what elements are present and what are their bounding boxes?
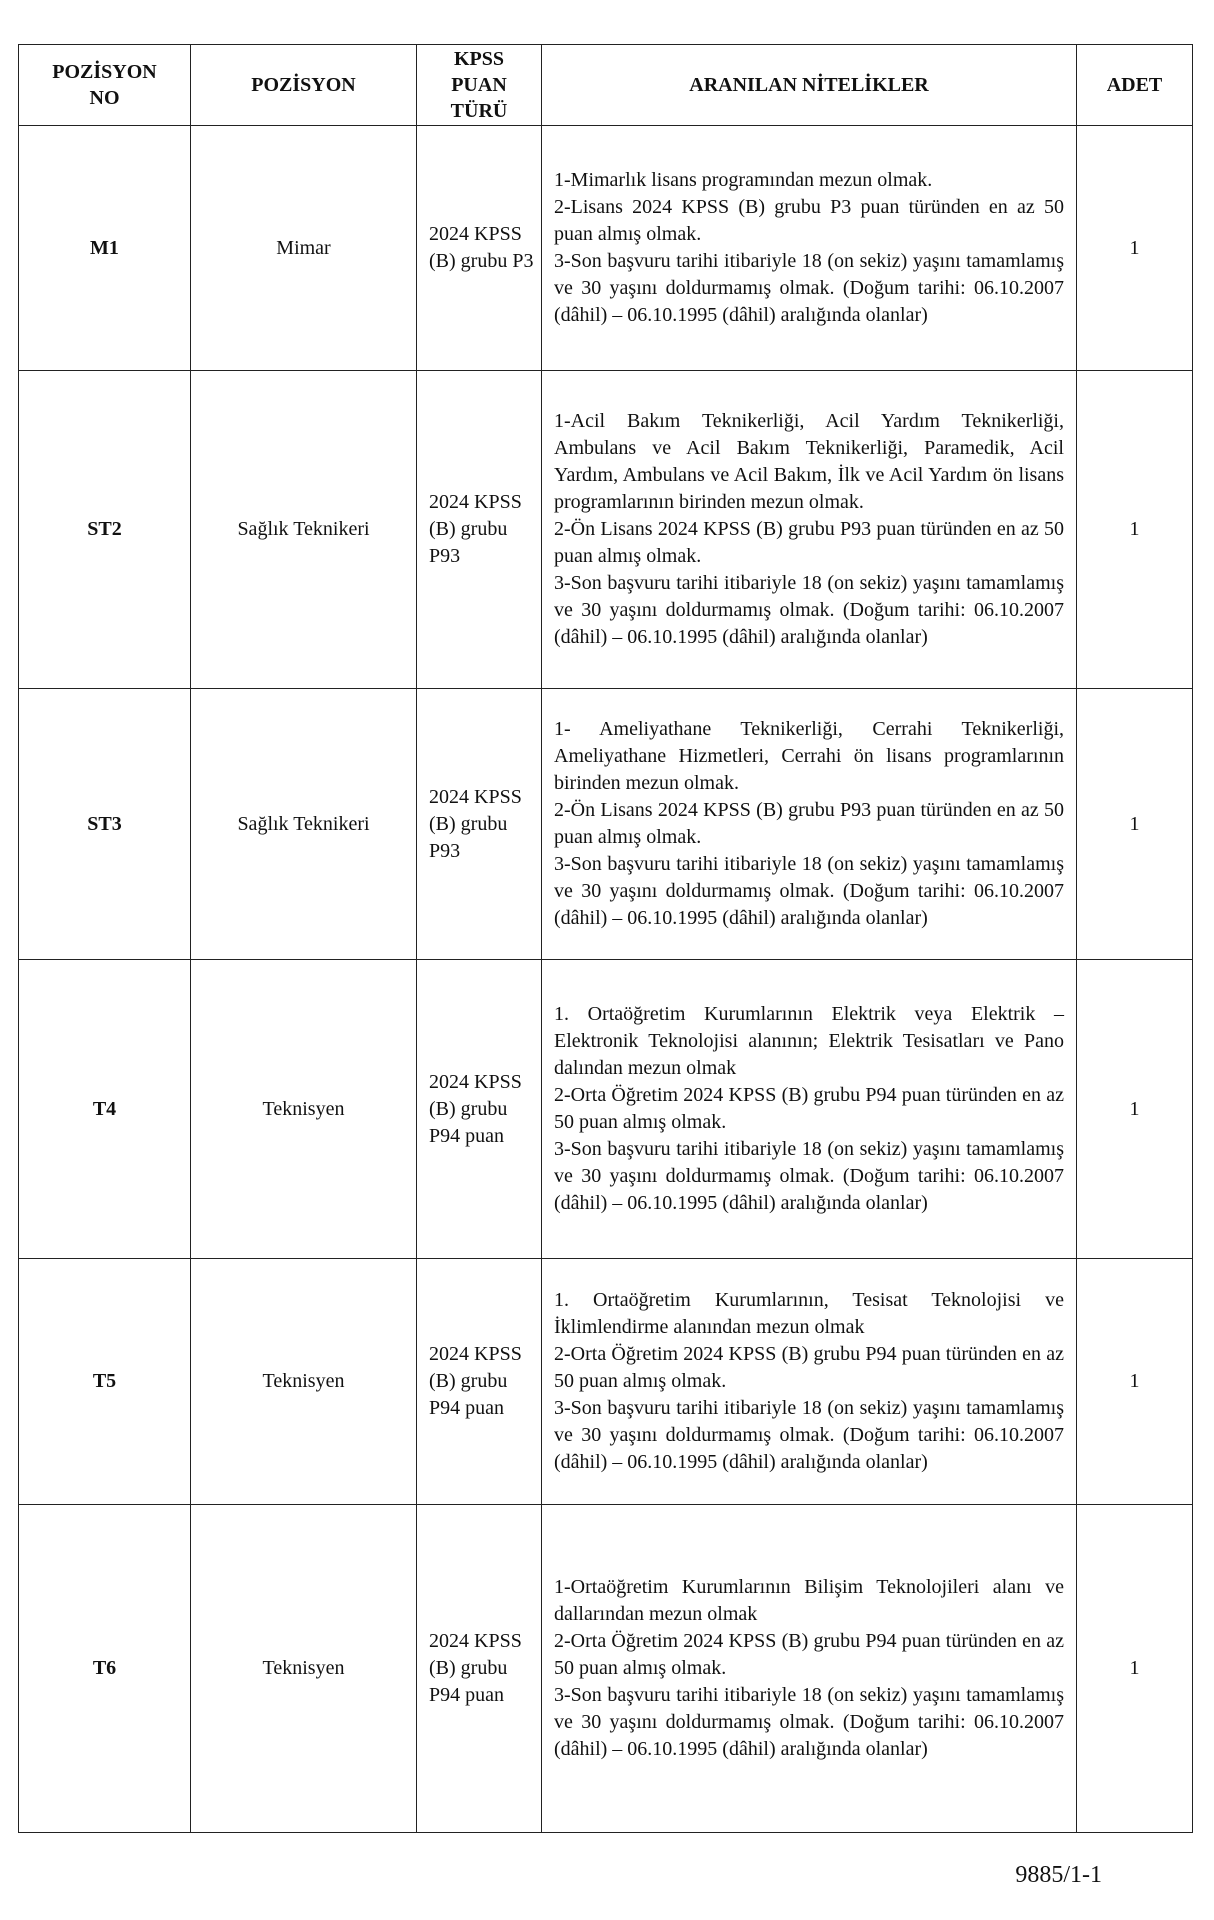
requirement-item: 2-Orta Öğretim 2024 KPSS (B) grubu P94 puan türünden en az 50 puan almış olmak. [554, 1630, 1064, 1679]
header-position: POZİSYON [191, 45, 417, 126]
requirement-item: 1-Ortaöğretim Kurumlarının Bilişim Teknolojileri alanı ve dallarından mezun olmak [554, 1576, 1064, 1625]
header-count: ADET [1077, 45, 1193, 126]
table-row [19, 689, 1193, 960]
position-count: 1 [1077, 371, 1193, 689]
requirements [542, 1259, 1077, 1505]
position-no: M1 [19, 126, 191, 371]
requirement-item: 2-Orta Öğretim 2024 KPSS (B) grubu P94 puan türünden en az 50 puan almış olmak. [554, 1343, 1064, 1392]
position-count: 1 [1077, 960, 1193, 1259]
requirements [542, 371, 1077, 689]
position-name: Teknisyen [191, 1505, 417, 1833]
requirement-item: 1-Mimarlık lisans programından mezun olmak. [554, 169, 933, 191]
header-kpss: KPSS PUAN TÜRÜ [417, 45, 542, 126]
requirement-item: 3-Son başvuru tarihi itibariyle 18 (on sekiz) yaşını tamamlamış ve 30 yaşını doldurmamış olmak. (Doğum tarihi: 06.10.2007 (dâhil) – 06.10.1995 (dâhil) aralığında olanlar) [554, 572, 1064, 648]
position-count: 1 [1077, 689, 1193, 960]
position-no: ST2 [19, 371, 191, 689]
kpss-score-type: 2024 KPSS (B) grubu P93 [417, 371, 542, 689]
table-row [19, 1505, 1193, 1833]
table-row [19, 1259, 1193, 1505]
position-name: Sağlık Teknikeri [191, 689, 417, 960]
kpss-score-type: 2024 KPSS (B) grubu P94 puan [417, 960, 542, 1259]
header-requirements: ARANILAN NİTELİKLER [542, 45, 1077, 126]
requirement-item: 3-Son başvuru tarihi itibariyle 18 (on sekiz) yaşını tamamlamış ve 30 yaşını doldurmamış olmak. (Doğum tarihi: 06.10.2007 (dâhil) – 06.10.1995 (dâhil) aralığında olanlar) [554, 250, 1064, 326]
requirement-item: 2-Ön Lisans 2024 KPSS (B) grubu P93 puan türünden en az 50 puan almış olmak. [554, 799, 1064, 848]
position-no: T4 [19, 960, 191, 1259]
position-count: 1 [1077, 126, 1193, 371]
requirement-item: 3-Son başvuru tarihi itibariyle 18 (on sekiz) yaşını tamamlamış ve 30 yaşını doldurmamış olmak. (Doğum tarihi: 06.10.2007 (dâhil) – 06.10.1995 (dâhil) aralığında olanlar) [554, 1397, 1064, 1473]
requirements [542, 960, 1077, 1259]
kpss-score-type: 2024 KPSS (B) grubu P93 [417, 689, 542, 960]
requirement-item: 1. Ortaöğretim Kurumlarının, Tesisat Teknolojisi ve İklimlendirme alanından mezun olmak [554, 1289, 1064, 1338]
requirement-item: 3-Son başvuru tarihi itibariyle 18 (on sekiz) yaşını tamamlamış ve 30 yaşını doldurmamış olmak. (Doğum tarihi: 06.10.2007 (dâhil) – 06.10.1995 (dâhil) aralığında olanlar) [554, 1684, 1064, 1760]
positions-table [18, 44, 1193, 1833]
position-no: T5 [19, 1259, 191, 1505]
position-no: ST3 [19, 689, 191, 960]
requirements [542, 1505, 1077, 1833]
kpss-score-type: 2024 KPSS (B) grubu P3 [417, 126, 542, 371]
position-name: Teknisyen [191, 960, 417, 1259]
table-row [19, 371, 1193, 689]
table-row [19, 960, 1193, 1259]
requirement-item: 1. Ortaöğretim Kurumlarının Elektrik veya Elektrik – Elektronik Teknolojisi alanının; Elektrik Tesisatları ve Pano dalından mezun olmak [554, 1003, 1064, 1079]
position-count: 1 [1077, 1259, 1193, 1505]
requirement-item: 3-Son başvuru tarihi itibariyle 18 (on sekiz) yaşını tamamlamış ve 30 yaşını doldurmamış olmak. (Doğum tarihi: 06.10.2007 (dâhil) – 06.10.1995 (dâhil) aralığında olanlar) [554, 853, 1064, 929]
position-name: Sağlık Teknikeri [191, 371, 417, 689]
kpss-score-type: 2024 KPSS (B) grubu P94 puan [417, 1505, 542, 1833]
document-number: 9885/1-1 [1015, 1862, 1102, 1888]
header-position-no: POZİSYON NO [19, 45, 191, 126]
position-no: T6 [19, 1505, 191, 1833]
position-name: Mimar [191, 126, 417, 371]
requirement-item: 2-Lisans 2024 KPSS (B) grubu P3 puan türünden en az 50 puan almış olmak. [554, 196, 1064, 245]
position-name: Teknisyen [191, 1259, 417, 1505]
requirement-item: 1- Ameliyathane Teknikerliği, Cerrahi Teknikerliği, Ameliyathane Hizmetleri, Cerrahi ön lisans programlarının birinden mezun olmak. [554, 718, 1064, 794]
table-row [19, 126, 1193, 371]
requirement-item: 1-Acil Bakım Teknikerliği, Acil Yardım Teknikerliği, Ambulans ve Acil Bakım Teknikerliği, Paramedik, Acil Yardım, Ambulans ve Acil Bakım, İlk ve Acil Yardım ön lisans programlarının birinden mezun olmak. [554, 410, 1064, 513]
requirement-item: 2-Ön Lisans 2024 KPSS (B) grubu P93 puan türünden en az 50 puan almış olmak. [554, 518, 1064, 567]
requirement-item: 2-Orta Öğretim 2024 KPSS (B) grubu P94 puan türünden en az 50 puan almış olmak. [554, 1084, 1064, 1133]
position-count: 1 [1077, 1505, 1193, 1833]
requirements [542, 689, 1077, 960]
requirement-item: 3-Son başvuru tarihi itibariyle 18 (on sekiz) yaşını tamamlamış ve 30 yaşını doldurmamış olmak. (Doğum tarihi: 06.10.2007 (dâhil) – 06.10.1995 (dâhil) aralığında olanlar) [554, 1138, 1064, 1214]
kpss-score-type: 2024 KPSS (B) grubu P94 puan [417, 1259, 542, 1505]
header-row [19, 45, 1193, 126]
requirements [542, 126, 1077, 371]
